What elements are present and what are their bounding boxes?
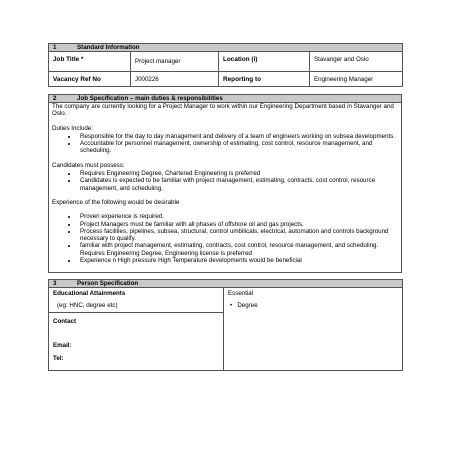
candidates-heading: Candidates must possess: (52, 161, 125, 169)
person-specification-table (48, 279, 403, 371)
list-item: • familiar with project management, estimating, contracts, cost control, resource management, and scheduling. Requires Engineering Degree, Engineering license is preferred (78, 242, 398, 257)
location-label: Location (i) (219, 52, 310, 72)
list-item: • Proven experience is required. (78, 213, 398, 220)
vacancy-ref-value: J000226 (131, 72, 219, 87)
section-2-header (49, 95, 402, 103)
contact-cell (49, 313, 224, 371)
candidates-list (52, 170, 398, 192)
tel-label: Tel: (53, 355, 64, 363)
job-description-document (48, 43, 402, 371)
section-2-number: 2 (53, 95, 57, 102)
duties-list (52, 133, 398, 155)
list-item: • Project Managers must be familiar with all phases of offshore oil and gas projects. (78, 221, 398, 228)
list-item: • Experience n High pressure High Temperature developments would be beneficial (78, 257, 398, 264)
educational-attainments-cell (49, 288, 224, 313)
intro-paragraph: The company are currently looking for a Project Manager to work within our Engineering Department based in Stavanger and Oslo. (52, 103, 394, 118)
list-item: • Candidates is expected to be familiar with project management, estimating, contracts, cost control, resource management, and scheduling. (78, 177, 398, 192)
bullet-icon: • (230, 302, 233, 310)
vacancy-ref-label: Vacancy Ref No (49, 72, 131, 87)
experience-heading: Experience of the following would be desirable (52, 198, 180, 206)
location-value: Stavanger and Oslo (310, 52, 403, 72)
education-example: (eg: HNC, degree etc) (57, 302, 118, 310)
section-3-title: Person Specification (77, 280, 139, 288)
job-title-value: Project manager (131, 52, 219, 72)
job-title-label: Job Title * (49, 52, 131, 72)
reporting-to-label: Reporting to (219, 72, 310, 87)
list-item: • Responsible for the day to day management and delivery of a team of engineers working on subsea developments. (78, 133, 398, 140)
reporting-to-value: Engineering Manager (310, 72, 403, 87)
contact-label: Contact (53, 318, 77, 326)
list-item: • Accountable for personnel management, ownership of estimating, cost control, resource management, and scheduling. (78, 140, 398, 155)
section-2-title: Job Specification – main duties & responsibilities (77, 95, 223, 102)
experience-list (52, 213, 398, 264)
standard-information-table (48, 43, 403, 87)
section-1-title: Standard Information (77, 44, 140, 51)
section-1-number: 1 (53, 44, 57, 51)
job-specification-table (48, 94, 402, 273)
section-3-header (49, 280, 403, 288)
duties-heading: Duties Include: (52, 124, 93, 132)
educational-attainments-label: Educational Attainments (53, 290, 126, 298)
essential-item: Degree (237, 302, 258, 310)
list-item: • Process facilities, pipelines, subsea, structural, control umbilicals, electrical, automation and controls background necessary to qualify. (78, 228, 398, 243)
essential-label: Essential (228, 290, 254, 298)
essential-cell (224, 288, 403, 371)
list-item (228, 302, 398, 309)
section-3-number: 3 (53, 280, 57, 288)
email-label: Email: (53, 342, 72, 350)
list-item: • Requires Engineering Degree, Chartered Engineering is preferred (78, 170, 398, 177)
job-specification-body (49, 103, 402, 273)
section-1-header (49, 44, 403, 52)
